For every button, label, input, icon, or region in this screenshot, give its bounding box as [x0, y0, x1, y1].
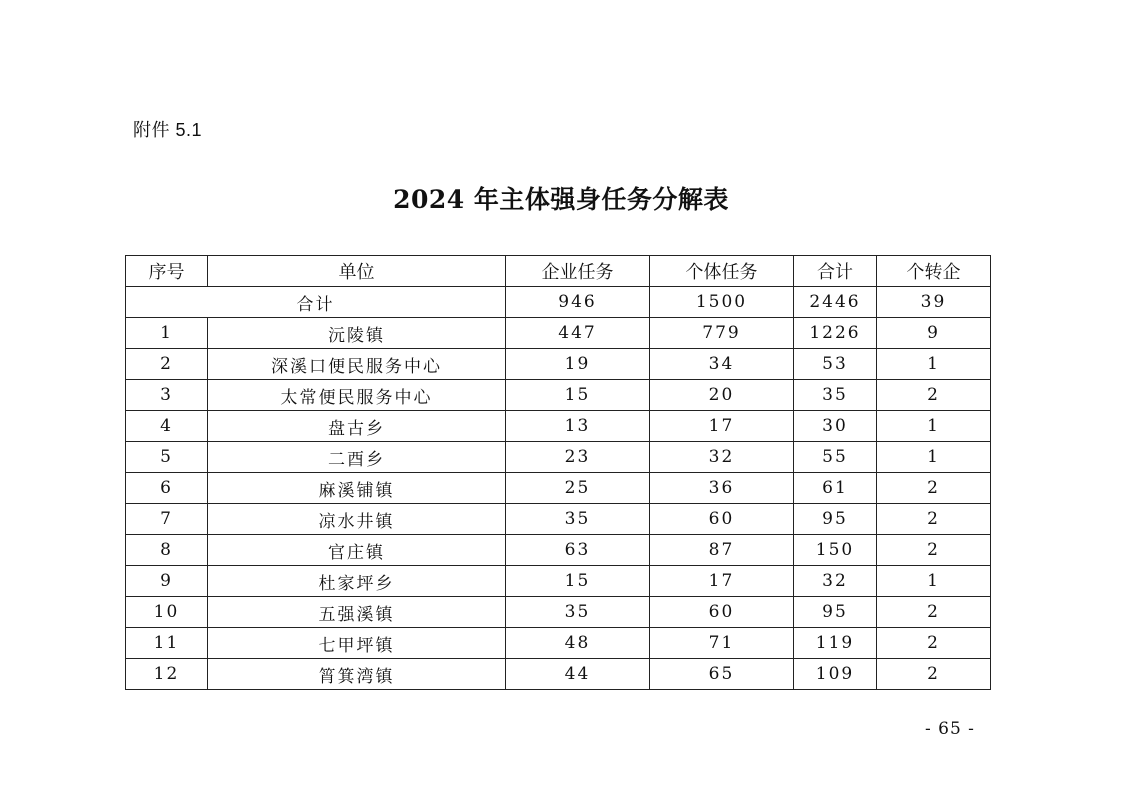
cell-total: 32	[794, 566, 877, 597]
cell-unit: 深溪口便民服务中心	[208, 349, 506, 380]
cell-total: 119	[794, 628, 877, 659]
cell-unit: 盘古乡	[208, 411, 506, 442]
total-individual: 1500	[650, 287, 794, 318]
cell-individual-task: 71	[650, 628, 794, 659]
cell-enterprise-task: 25	[506, 473, 650, 504]
cell-individual-to-enterprise: 2	[877, 473, 991, 504]
header-unit: 单位	[208, 256, 506, 287]
cell-seq: 12	[126, 659, 208, 690]
total-row-label: 合计	[126, 287, 506, 318]
header-individual-to-enterprise: 个转企	[877, 256, 991, 287]
table-row	[126, 597, 991, 628]
cell-total: 61	[794, 473, 877, 504]
table-row	[126, 535, 991, 566]
table-row	[126, 442, 991, 473]
table-header-row	[126, 256, 991, 287]
cell-individual-task: 17	[650, 411, 794, 442]
total-convert: 39	[877, 287, 991, 318]
cell-individual-task: 60	[650, 504, 794, 535]
cell-seq: 10	[126, 597, 208, 628]
cell-individual-to-enterprise: 2	[877, 597, 991, 628]
cell-seq: 3	[126, 380, 208, 411]
cell-individual-to-enterprise: 1	[877, 411, 991, 442]
cell-individual-task: 65	[650, 659, 794, 690]
cell-individual-task: 779	[650, 318, 794, 349]
cell-seq: 4	[126, 411, 208, 442]
document-title: 2024 年主体强身任务分解表	[393, 185, 729, 214]
cell-individual-task: 34	[650, 349, 794, 380]
cell-unit: 筲箕湾镇	[208, 659, 506, 690]
cell-total: 95	[794, 504, 877, 535]
cell-individual-to-enterprise: 2	[877, 504, 991, 535]
cell-individual-task: 87	[650, 535, 794, 566]
cell-unit: 二酉乡	[208, 442, 506, 473]
cell-individual-to-enterprise: 2	[877, 380, 991, 411]
attachment-label: 附件 5.1	[133, 120, 203, 140]
cell-enterprise-task: 13	[506, 411, 650, 442]
cell-enterprise-task: 15	[506, 566, 650, 597]
cell-unit: 太常便民服务中心	[208, 380, 506, 411]
cell-total: 30	[794, 411, 877, 442]
cell-unit: 沅陵镇	[208, 318, 506, 349]
cell-individual-task: 20	[650, 380, 794, 411]
table-row	[126, 318, 991, 349]
cell-individual-to-enterprise: 1	[877, 566, 991, 597]
cell-individual-task: 32	[650, 442, 794, 473]
cell-enterprise-task: 35	[506, 597, 650, 628]
cell-enterprise-task: 23	[506, 442, 650, 473]
cell-seq: 8	[126, 535, 208, 566]
cell-seq: 2	[126, 349, 208, 380]
cell-unit: 官庄镇	[208, 535, 506, 566]
cell-individual-task: 17	[650, 566, 794, 597]
cell-seq: 11	[126, 628, 208, 659]
cell-enterprise-task: 35	[506, 504, 650, 535]
table-row	[126, 566, 991, 597]
cell-enterprise-task: 48	[506, 628, 650, 659]
cell-individual-task: 36	[650, 473, 794, 504]
cell-enterprise-task: 447	[506, 318, 650, 349]
cell-enterprise-task: 44	[506, 659, 650, 690]
cell-unit: 麻溪铺镇	[208, 473, 506, 504]
total-row	[126, 287, 991, 318]
total-enterprise: 946	[506, 287, 650, 318]
cell-total: 1226	[794, 318, 877, 349]
cell-enterprise-task: 15	[506, 380, 650, 411]
cell-seq: 5	[126, 442, 208, 473]
table-row	[126, 411, 991, 442]
cell-total: 95	[794, 597, 877, 628]
table-row	[126, 659, 991, 690]
table-row	[126, 504, 991, 535]
cell-individual-to-enterprise: 1	[877, 349, 991, 380]
header-seq: 序号	[126, 256, 208, 287]
cell-enterprise-task: 63	[506, 535, 650, 566]
cell-unit: 五强溪镇	[208, 597, 506, 628]
table-row	[126, 628, 991, 659]
cell-seq: 1	[126, 318, 208, 349]
table-row	[126, 473, 991, 504]
header-individual-task: 个体任务	[650, 256, 794, 287]
cell-unit: 杜家坪乡	[208, 566, 506, 597]
total-sum: 2446	[794, 287, 877, 318]
cell-total: 55	[794, 442, 877, 473]
cell-enterprise-task: 19	[506, 349, 650, 380]
table-row	[126, 380, 991, 411]
table-row	[126, 349, 991, 380]
cell-seq: 9	[126, 566, 208, 597]
cell-total: 150	[794, 535, 877, 566]
cell-unit: 凉水井镇	[208, 504, 506, 535]
cell-individual-to-enterprise: 9	[877, 318, 991, 349]
cell-individual-task: 60	[650, 597, 794, 628]
cell-seq: 7	[126, 504, 208, 535]
cell-total: 53	[794, 349, 877, 380]
cell-individual-to-enterprise: 2	[877, 628, 991, 659]
cell-unit: 七甲坪镇	[208, 628, 506, 659]
task-breakdown-table	[125, 255, 991, 690]
cell-total: 35	[794, 380, 877, 411]
cell-individual-to-enterprise: 1	[877, 442, 991, 473]
cell-total: 109	[794, 659, 877, 690]
cell-individual-to-enterprise: 2	[877, 535, 991, 566]
cell-seq: 6	[126, 473, 208, 504]
page-number: - 65 -	[925, 719, 975, 739]
cell-individual-to-enterprise: 2	[877, 659, 991, 690]
header-enterprise-task: 企业任务	[506, 256, 650, 287]
header-total: 合计	[794, 256, 877, 287]
